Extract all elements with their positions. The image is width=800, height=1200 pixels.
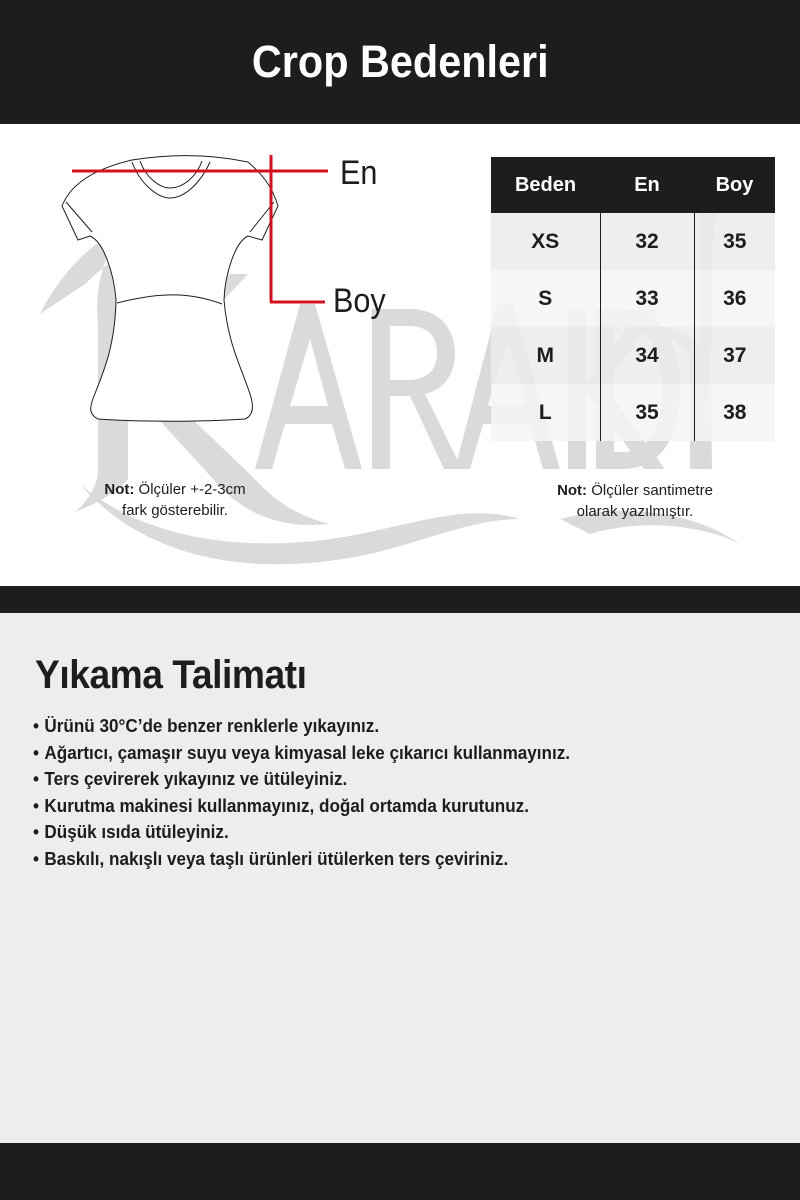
width-label: En (340, 154, 378, 192)
size-cell: L (491, 384, 600, 441)
length-cell: 37 (694, 327, 775, 384)
washing-instructions-section (0, 613, 800, 1143)
header-bar (0, 0, 800, 124)
bullet-icon: • (33, 716, 39, 736)
length-cell: 38 (694, 384, 775, 441)
size-table-header-row (491, 157, 775, 213)
size-table (491, 157, 775, 441)
bullet-icon: • (33, 795, 39, 816)
table-row (491, 327, 775, 384)
note-label: Not: (104, 481, 135, 498)
unit-note (525, 480, 745, 522)
page-title: Crop Bedenleri (251, 36, 549, 87)
size-cell: XS (491, 213, 600, 270)
bullet-icon: • (33, 742, 39, 763)
width-cell: 32 (600, 213, 694, 270)
width-cell: 35 (600, 384, 694, 441)
bullet-icon: • (33, 848, 39, 869)
list-item: • Baskılı, nakışlı veya taşlı ürünleri ütülerken ters çeviriniz. (33, 846, 570, 873)
column-header-length: Boy (694, 157, 775, 213)
size-chart-section (0, 124, 800, 586)
width-cell: 34 (600, 327, 694, 384)
table-row (491, 384, 775, 441)
shirt-outline (62, 156, 278, 422)
list-item: • Ürünü 30°C’de benzer renklerle yıkayınız. (33, 713, 570, 740)
list-item: • Kurutma makinesi kullanmayınız, doğal ortamda kurutunuz. (33, 793, 570, 820)
washing-instructions-title: Yıkama Talimatı (35, 653, 307, 697)
washing-instructions-list (33, 713, 598, 872)
note-text-line1: Ölçüler +-2-3cm (134, 481, 246, 498)
length-label: Boy (333, 282, 386, 320)
note-text-line2: olarak yazılmıştır. (576, 503, 694, 520)
table-row (491, 213, 775, 270)
tolerance-note (70, 479, 280, 521)
bullet-icon: • (33, 822, 39, 842)
bullet-icon: • (33, 769, 39, 789)
list-item: • Ağartıcı, çamaşır suyu veya kimyasal leke çıkarıcı kullanmayınız. (33, 740, 570, 767)
width-cell: 33 (600, 270, 694, 327)
footer-bar (0, 1143, 800, 1200)
list-item: • Düşük ısıda ütüleyiniz. (33, 819, 570, 846)
list-item: • Ters çevirerek yıkayınız ve ütüleyiniz. (33, 766, 570, 793)
section-divider-bar (0, 586, 800, 613)
length-cell: 36 (694, 270, 775, 327)
note-text-line2: fark gösterebilir. (122, 502, 228, 519)
table-row (491, 270, 775, 327)
column-header-width: En (600, 157, 694, 213)
note-label: Not: (557, 482, 588, 499)
length-cell: 35 (694, 213, 775, 270)
size-cell: M (491, 327, 600, 384)
column-header-size: Beden (491, 157, 600, 213)
note-text-line1: Ölçüler santimetre (587, 482, 713, 499)
size-cell: S (491, 270, 600, 327)
